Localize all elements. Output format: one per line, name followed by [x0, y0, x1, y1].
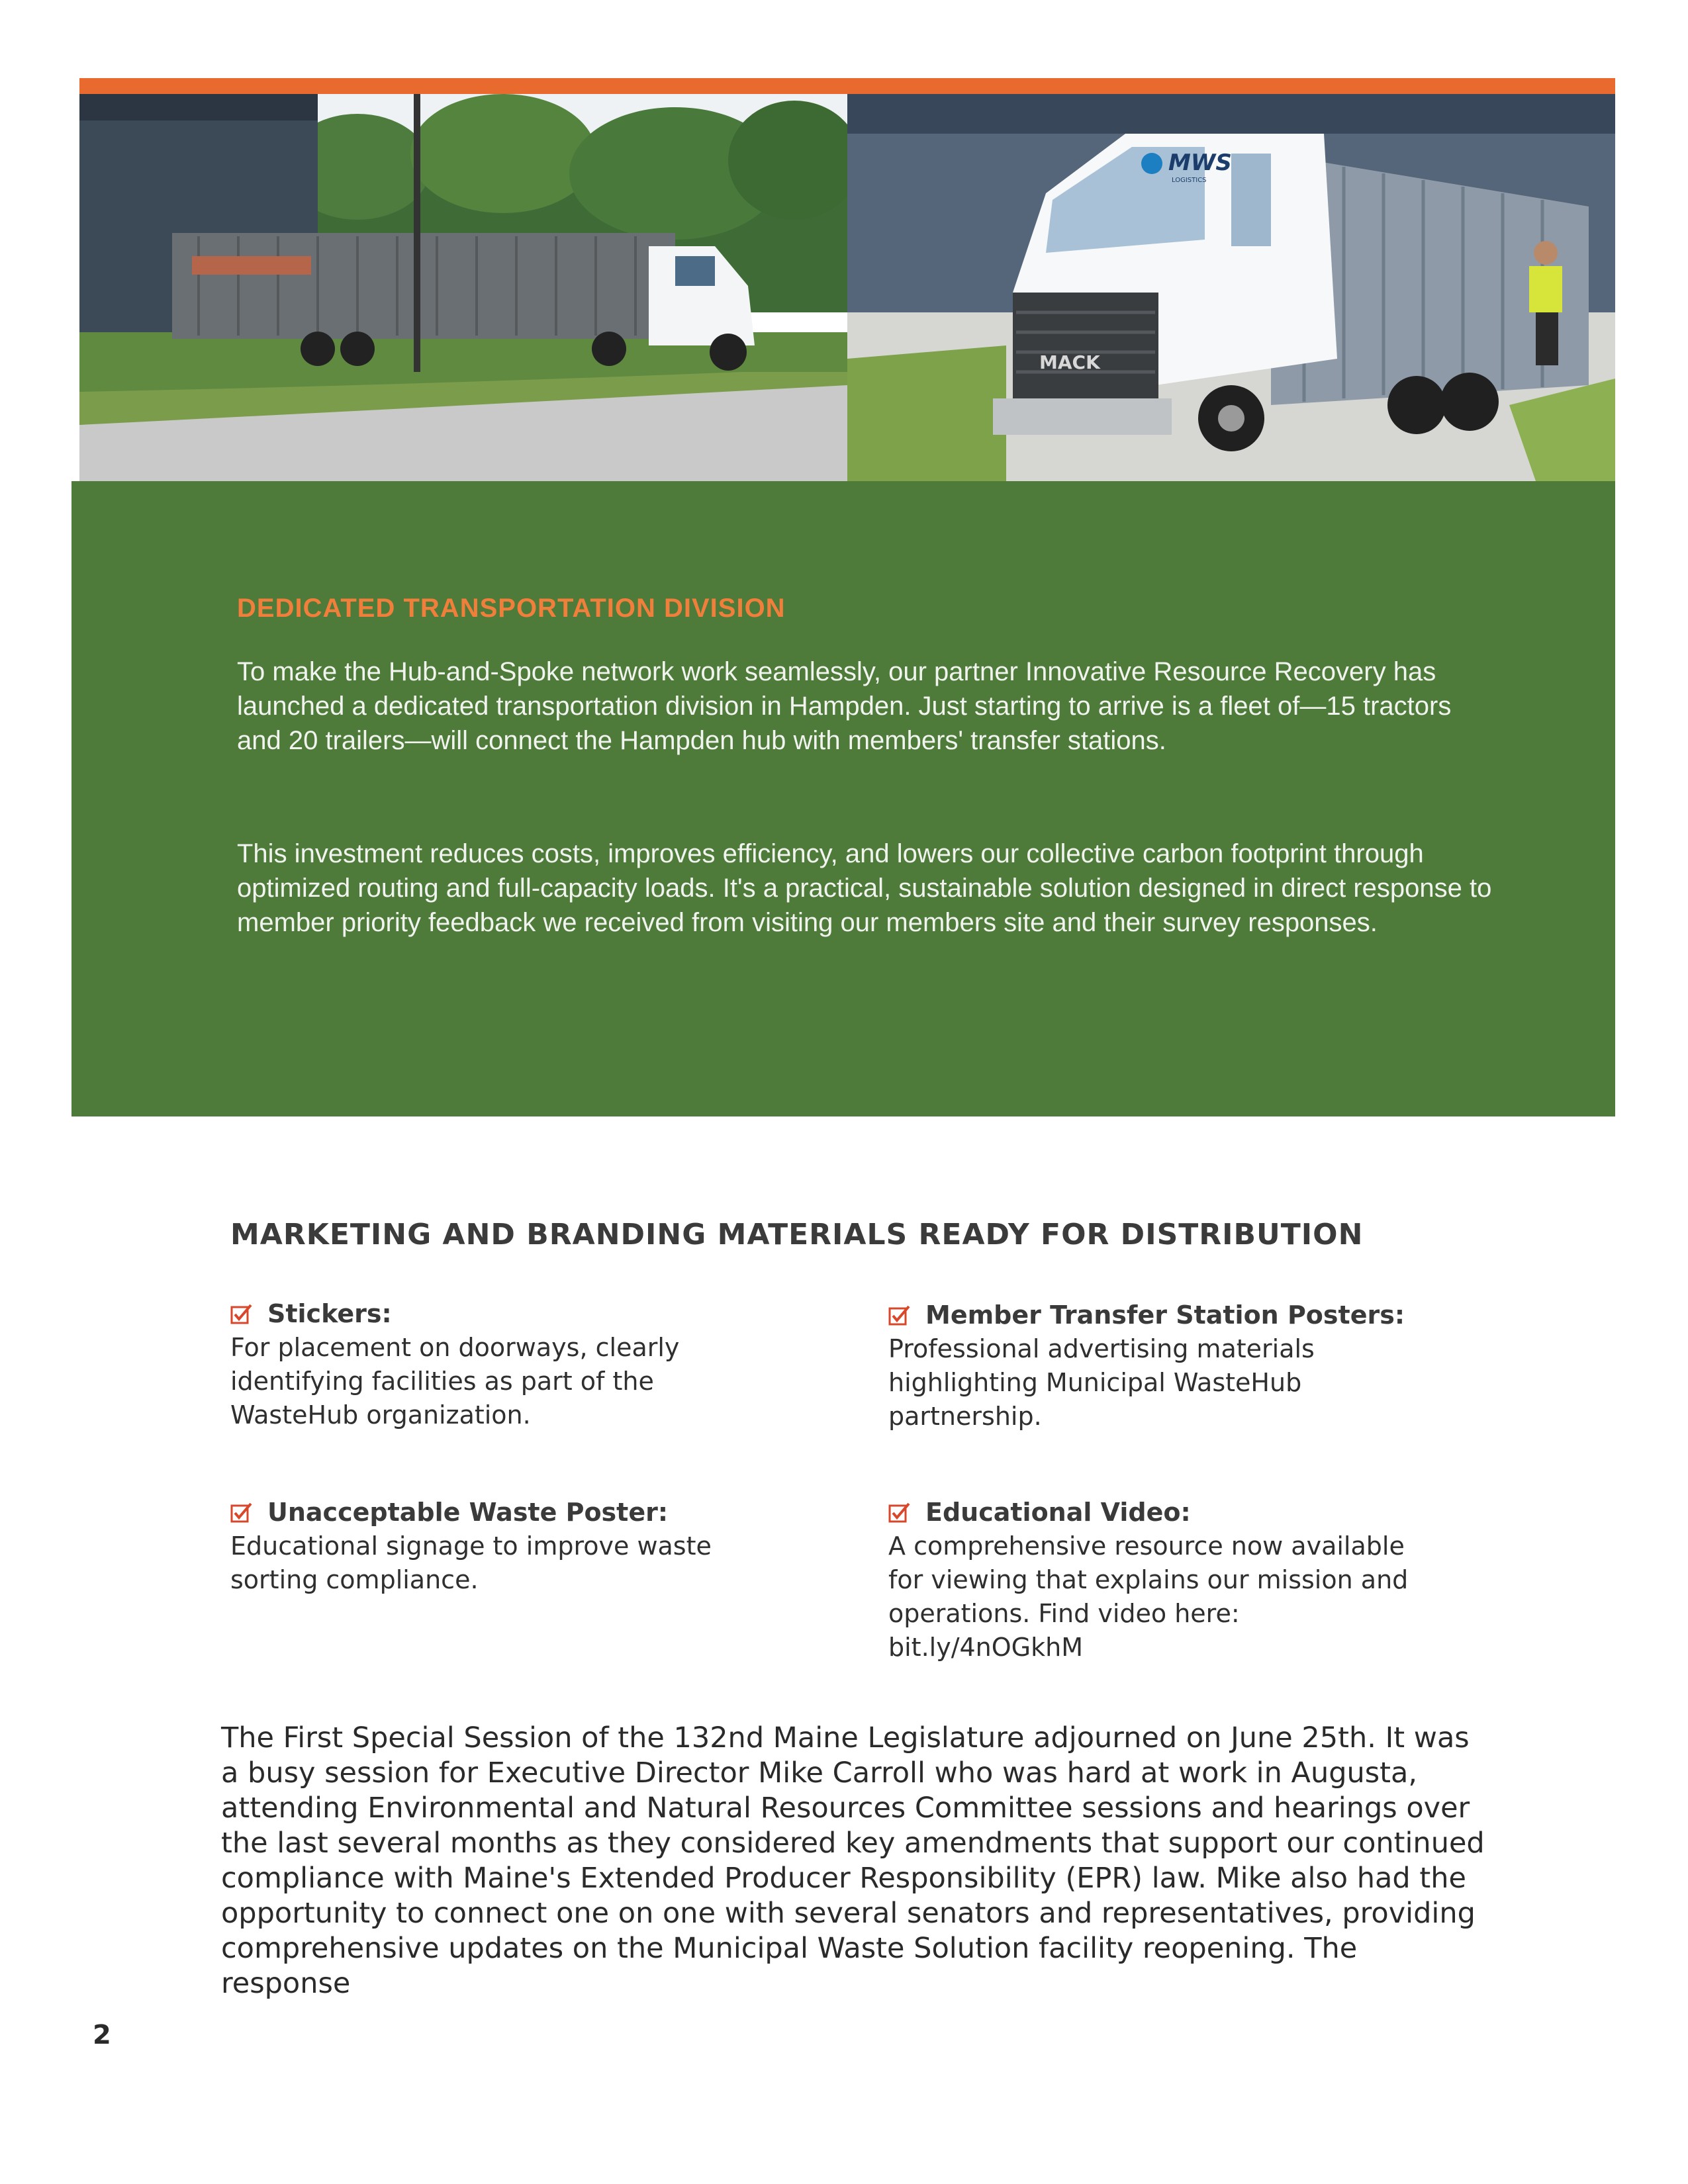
marketing-item-stickers — [230, 1297, 760, 1432]
transport-heading: DEDICATED TRANSPORTATION DIVISION — [237, 594, 786, 623]
marketing-item-title: Member Transfer Station Posters: — [925, 1300, 1405, 1330]
grille-label: MACK — [1039, 351, 1100, 373]
orange-accent-bar — [79, 78, 1615, 94]
checkbox-checked-icon — [888, 1304, 911, 1327]
page-number: 2 — [93, 2020, 111, 2050]
checkbox-checked-icon — [230, 1303, 253, 1326]
marketing-item-description: Professional advertising materials highlighting Municipal WasteHub partnership. — [888, 1334, 1315, 1431]
transport-paragraph-1: To make the Hub-and-Spoke network work seamlessly, our partner Innovative Resource Recovery has launched a dedicated transportation division in Hampden. Just starting to arrive is a fleet of—15 tractors and 20 trailers—will connect the Hampden hub with members' transfer stations. — [237, 657, 1452, 755]
marketing-item-posters — [888, 1298, 1418, 1433]
truck-logo-subtext: LOGISTICS — [1172, 177, 1207, 184]
transportation-panel — [71, 481, 1615, 1116]
legislature-paragraph: The First Special Session of the 132nd Maine Legislature adjourned on June 25th. It was a busy session for Executive Director Mike Carroll who was hard at work in Augusta, attending Environmental and Natural Resources Committee sessions and hearings over the last several months as they considered key amendments that support our continued compliance with Maine's Extended Producer Responsibility (EPR) law. Mike also had the opportunity to connect one on one with several senators and representatives, providing comprehensive updates on the Municipal Waste Solution facility reopening. The response — [221, 1721, 1485, 2000]
marketing-item-description: For placement on doorways, clearly identifying facilities as part of the WasteHub organization. — [230, 1333, 680, 1430]
truck-logo-text: MWS — [1168, 150, 1232, 176]
marketing-heading: MARKETING AND BRANDING MATERIALS READY FOR DISTRIBUTION — [230, 1218, 1364, 1251]
checkbox-checked-icon — [888, 1502, 911, 1524]
marketing-item-title: Educational Video: — [925, 1498, 1191, 1527]
checkbox-checked-icon — [230, 1502, 253, 1524]
marketing-item-title: Unacceptable Waste Poster: — [267, 1498, 669, 1527]
marketing-item-description: A comprehensive resource now available for viewing that explains our mission and operations. Find video here: bit.ly/4nOGkhM — [888, 1531, 1409, 1662]
truck-parking-photo — [79, 94, 847, 481]
marketing-item-unacceptable-waste — [230, 1496, 760, 1597]
transport-paragraph-2: This investment reduces costs, improves efficiency, and lowers our collective carbon footprint through optimized routing and full-capacity loads. It's a practical, sustainable solution designed in direct response to member priority feedback we received from visiting our members site and their survey responses. — [237, 839, 1492, 937]
marketing-item-description: Educational signage to improve waste sorting compliance. — [230, 1531, 712, 1594]
marketing-item-educational-video — [888, 1496, 1418, 1664]
marketing-item-title: Stickers: — [267, 1299, 392, 1328]
mack-truck-photo — [847, 94, 1615, 481]
